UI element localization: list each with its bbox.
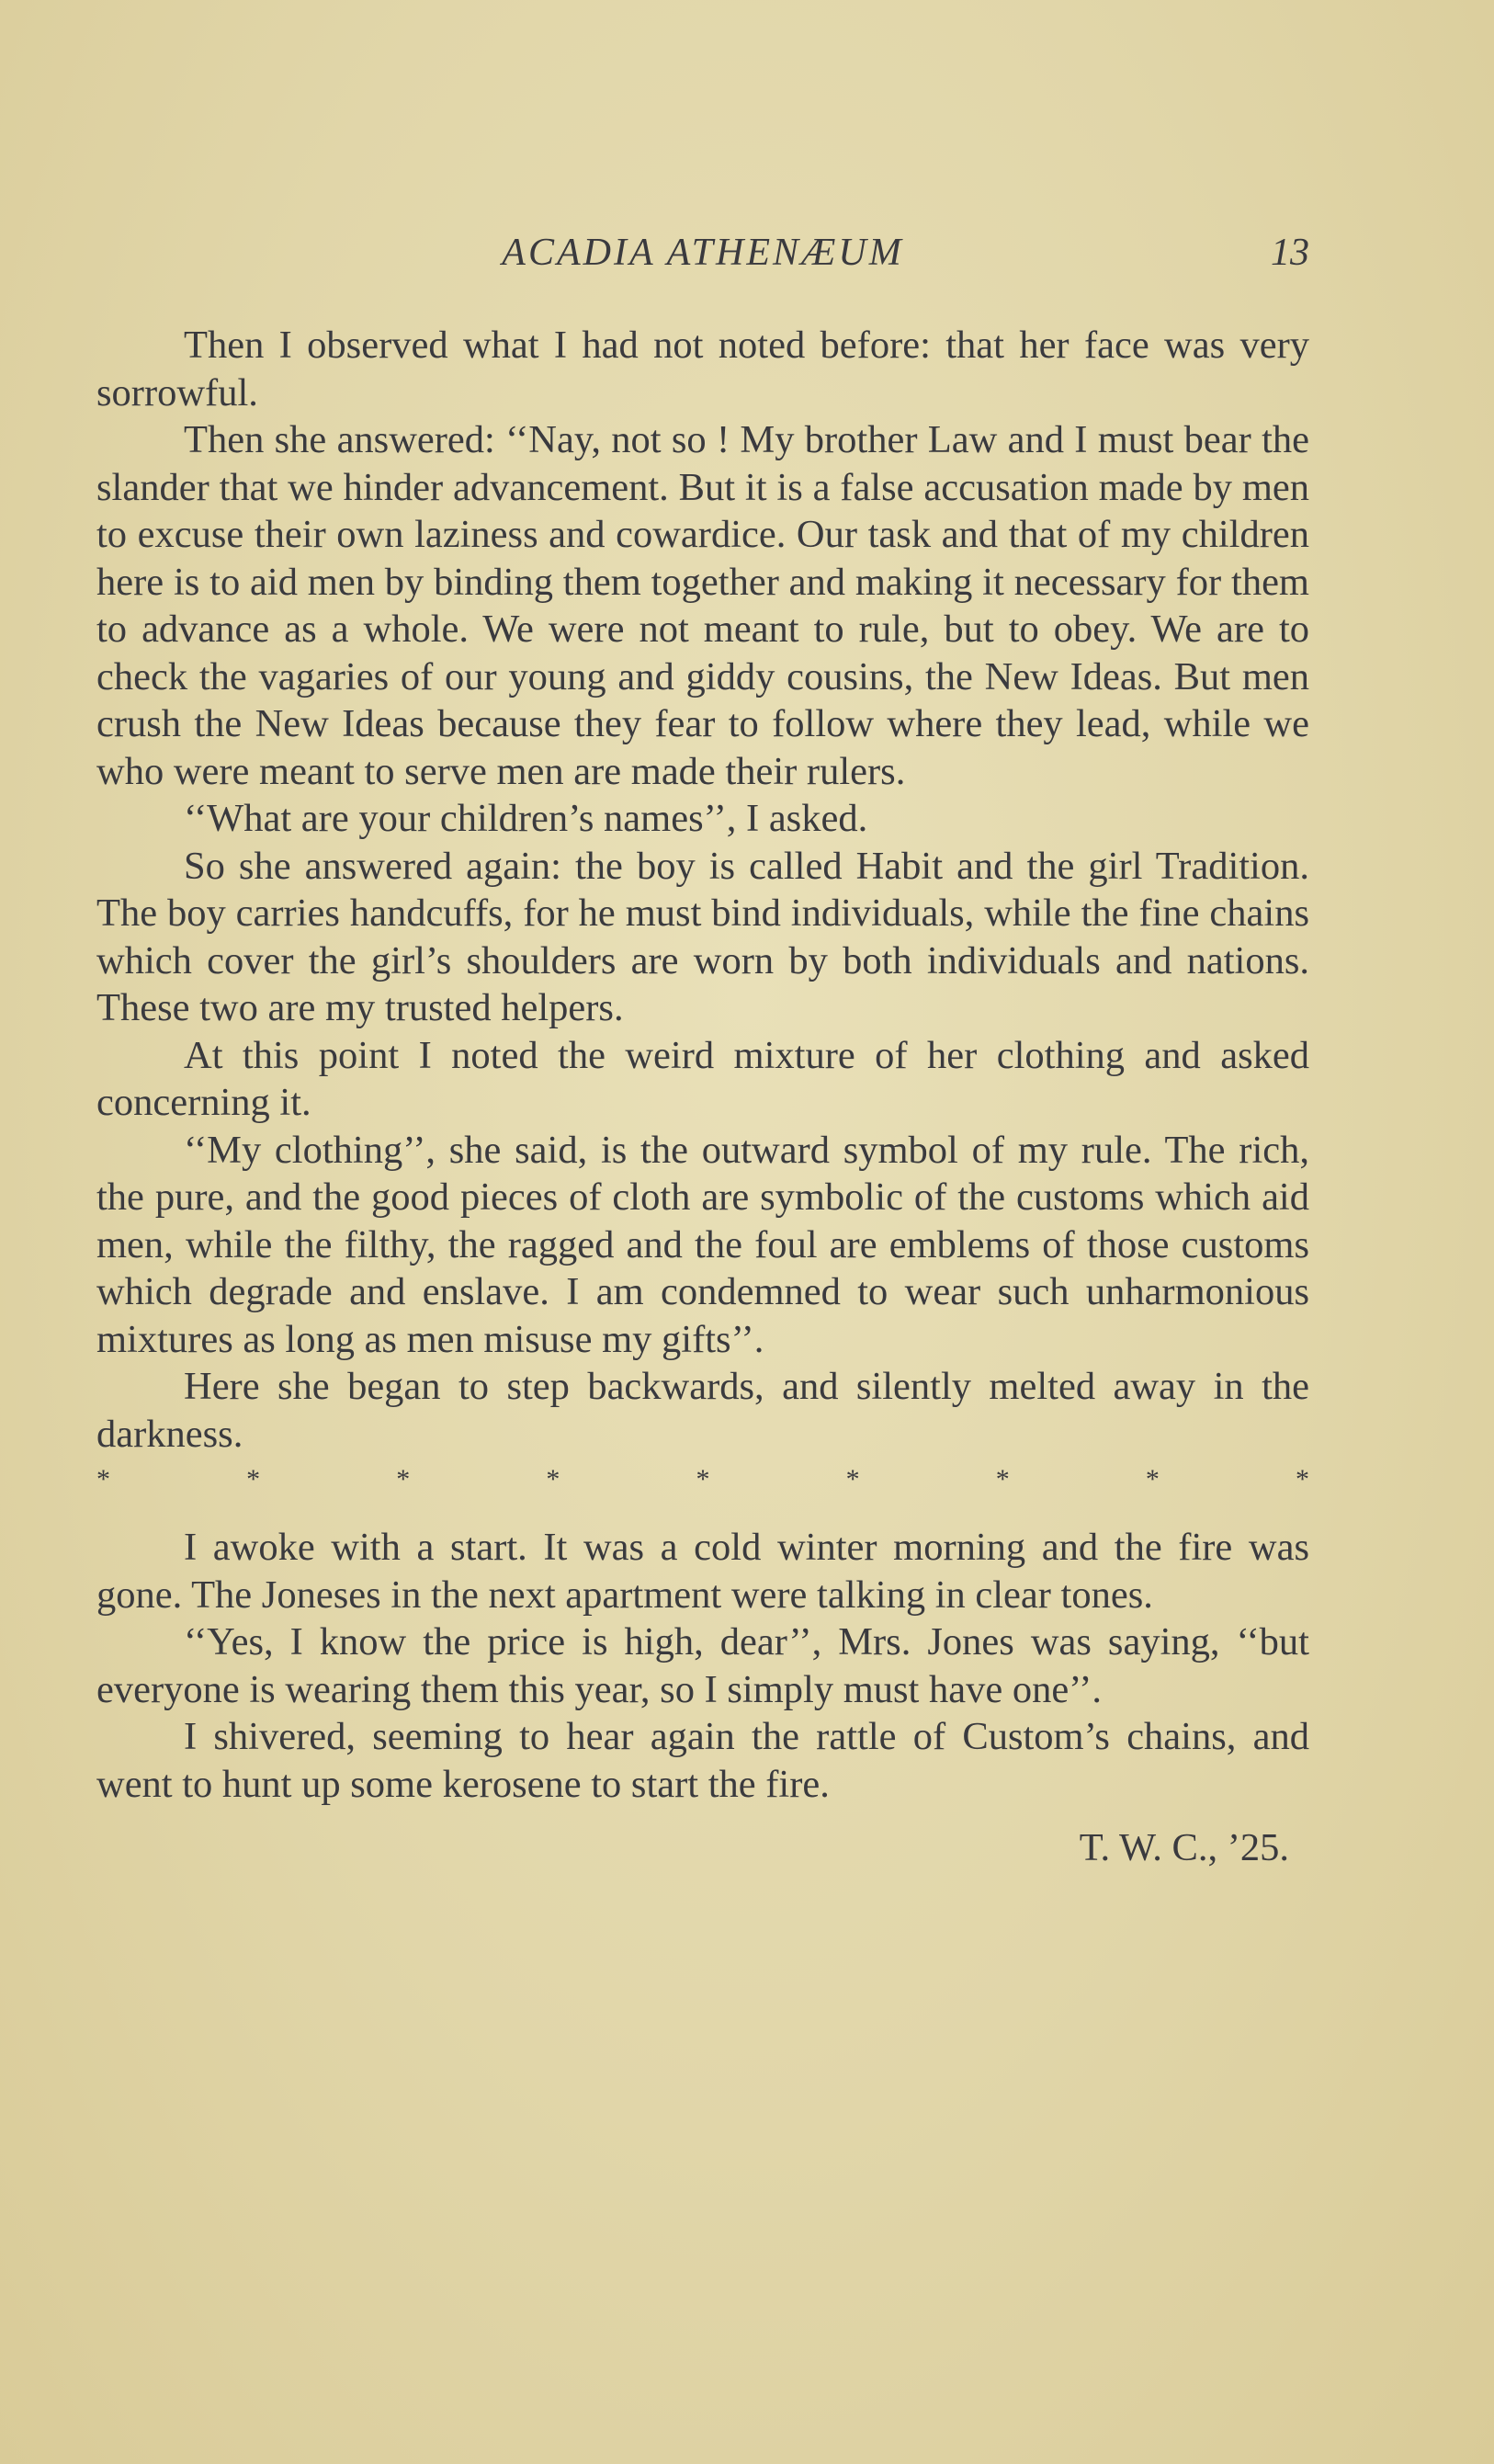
paragraph: ‘‘Yes, I know the price is high, dear’’, Mrs. Jones was saying, ‘‘but everyone is wearing them this year, so I simply must have one’’. <box>96 1620 1309 1711</box>
separator-star: * <box>1145 1464 1160 1494</box>
separator-star: * <box>246 1464 261 1494</box>
paragraph: At this point I noted the weird mixture of her clothing and asked concerning it. <box>96 1033 1309 1124</box>
paragraph: ‘‘What are your children’s names’’, I asked. <box>184 797 868 840</box>
page-number: 13 <box>1271 232 1309 274</box>
paragraph: Then I observed what I had not noted before: that her face was very sorrowful. <box>96 324 1309 414</box>
author-signature: T. W. C., ’25. <box>1079 1826 1289 1869</box>
running-title: ACADIA ATHENÆUM <box>502 232 904 274</box>
running-head <box>96 225 1309 280</box>
paragraph: Here she began to step backwards, and silently melted away in the darkness. <box>96 1365 1309 1456</box>
separator-star: * <box>546 1464 560 1494</box>
separator-star: * <box>396 1464 411 1494</box>
paragraph: ‘‘My clothing’’, she said, is the outward symbol of my rule. The rich, the pure, and the good pieces of cloth are symbolic of the customs which aid men, while the filthy, the ragged and the foul are emblems of those customs which degrade and enslave. I am condemned to wear such unharmonious mixtures as long as men misuse my gifts’’. <box>96 1128 1309 1361</box>
paragraph: I awoke with a start. It was a cold winter morning and the fire was gone. The Joneses in the next apartment were talking in clear tones. <box>96 1526 1309 1617</box>
section-separator <box>96 1461 1309 1498</box>
separator-star: * <box>1296 1464 1309 1494</box>
separator-star: * <box>845 1464 860 1494</box>
article-body <box>96 322 1309 1872</box>
separator-star: * <box>995 1464 1010 1494</box>
paragraph: So she answered again: the boy is called Habit and the girl Tradition. The boy carries handcuffs, for he must bind individuals, while the fine chains which cover the girl’s shoulders are worn by both individuals and nations. These two are my trusted helpers. <box>96 844 1309 1029</box>
separator-star: * <box>696 1464 710 1494</box>
separator-star: * <box>96 1464 110 1494</box>
paragraph: Then she answered: ‘‘Nay, not so ! My brother Law and I must bear the slander that we hinder advancement. But it is a false accusation made by men to excuse their own laziness and cowardice. Our task and that of my children here is to aid men by binding them together and making it necessary for them to advance as a whole. We were not meant to rule, but to obey. We are to check the vagaries of our young and giddy cousins, the New Ideas. But men crush the New Ideas because they fear to follow where they lead, while we who were meant to serve men are made their rulers. <box>96 418 1309 793</box>
paragraph: I shivered, seeming to hear again the rattle of Custom’s chains, and went to hunt up some kerosene to start the fire. <box>96 1715 1309 1806</box>
